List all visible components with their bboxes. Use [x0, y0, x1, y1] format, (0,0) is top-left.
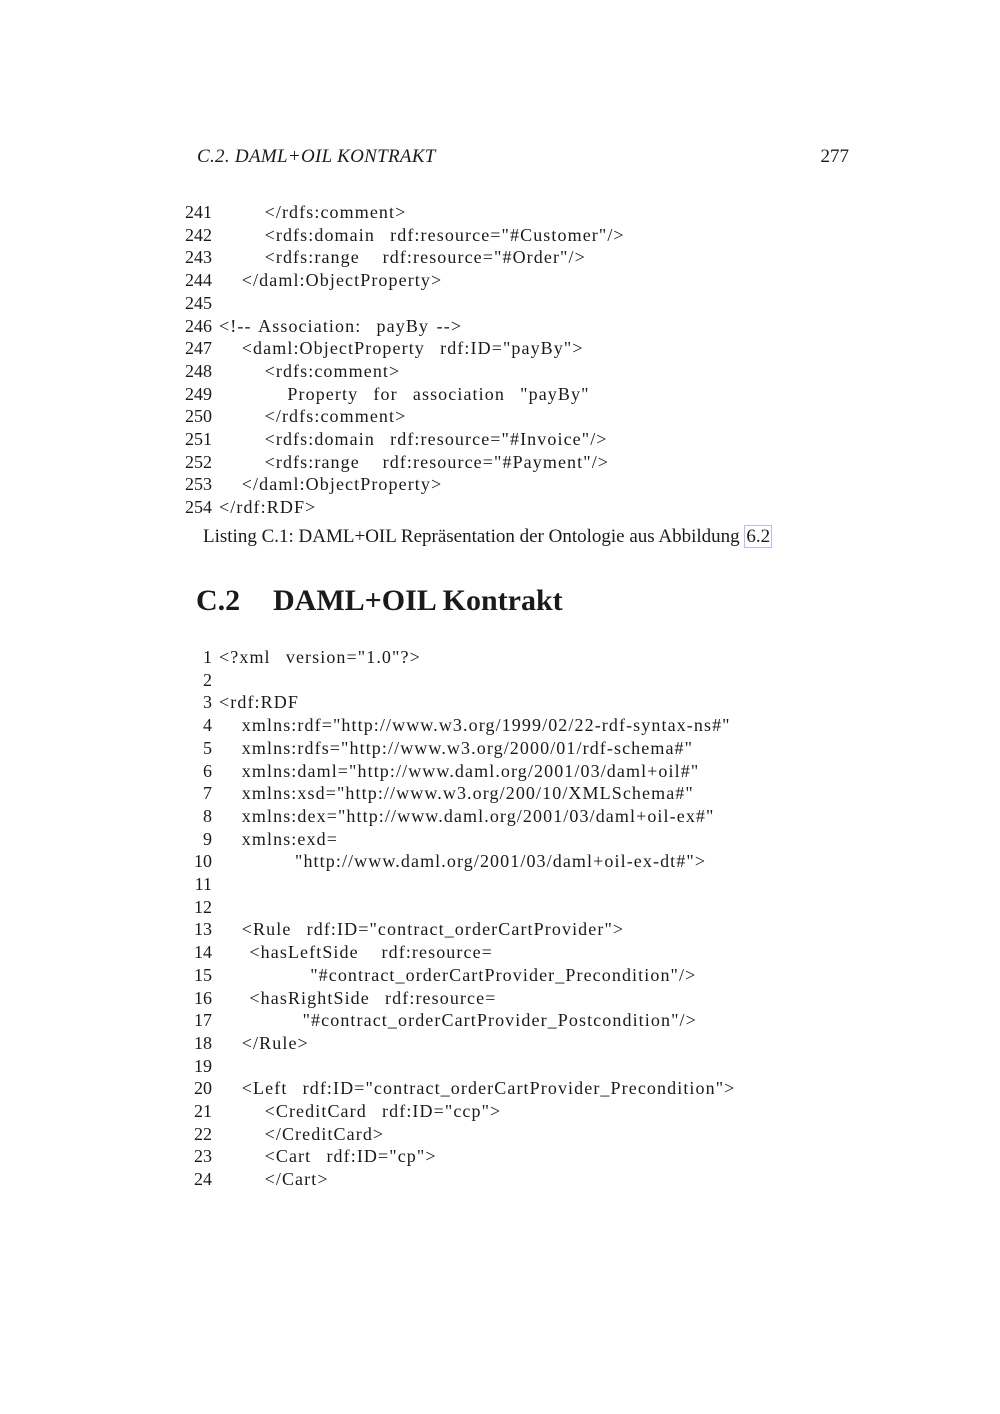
- code-text: </daml:ObjectProperty>: [219, 474, 443, 495]
- code-text: <rdfs:domain rdf:resource="#Invoice"/>: [219, 429, 608, 449]
- line-number: 17: [194, 1010, 212, 1031]
- code-text: xmlns:exd=: [219, 828, 338, 849]
- code-line: [0, 497, 1000, 520]
- section-number: C.2: [196, 584, 241, 617]
- code-line: [0, 783, 1000, 806]
- code-text: <hasLeftSide rdf:resource=: [219, 942, 493, 963]
- code-text: "http://www.daml.org/2001/03/daml+oil-ex-dt#">: [219, 851, 707, 872]
- running-header: [197, 146, 849, 172]
- code-text: <!-- Association: payBy -->: [219, 315, 463, 336]
- code-text: "#contract_orderCartProvider_Precondition"/>: [219, 964, 697, 985]
- code-line: [0, 361, 1000, 384]
- section-heading: [196, 584, 563, 618]
- code-line: [0, 738, 1000, 761]
- line-number: 252: [185, 451, 212, 472]
- line-number: 11: [194, 874, 212, 894]
- line-number: 13: [194, 919, 212, 940]
- code-line: [0, 384, 1000, 407]
- line-number: 251: [185, 429, 212, 449]
- code-line: [0, 225, 1000, 248]
- code-text: <rdfs:comment>: [219, 360, 401, 381]
- line-number: 7: [203, 783, 212, 804]
- section-title: DAML+OIL Kontrakt: [273, 584, 563, 617]
- code-line: [0, 316, 1000, 339]
- line-number: 20: [194, 1078, 212, 1099]
- code-line: [0, 919, 1000, 942]
- code-text: xmlns:dex="http://www.daml.org/2001/03/daml+oil-ex#": [219, 805, 715, 826]
- line-number: 10: [194, 851, 212, 872]
- line-number: 6: [203, 760, 212, 781]
- code-line: [0, 1078, 1000, 1101]
- code-line: [0, 761, 1000, 784]
- code-text: <Rule rdf:ID="contract_orderCartProvider">: [219, 919, 625, 940]
- line-number: 253: [185, 474, 212, 495]
- line-number: 4: [203, 715, 212, 736]
- code-line: [0, 1010, 1000, 1033]
- code-text: </Cart>: [219, 1169, 329, 1190]
- line-number: 12: [194, 896, 212, 917]
- caption-text: Listing C.1: DAML+OIL Repräsentation der Ontologie aus Abbildung: [203, 526, 745, 547]
- code-line: [0, 965, 1000, 988]
- code-text: </rdfs:comment>: [219, 406, 407, 427]
- code-text: <CreditCard rdf:ID="ccp">: [219, 1101, 502, 1121]
- code-line: [0, 270, 1000, 293]
- code-text: xmlns:daml="http://www.daml.org/2001/03/daml+oil#": [219, 760, 700, 781]
- line-number: 241: [185, 202, 212, 222]
- code-line: [0, 247, 1000, 270]
- code-line: [0, 897, 1000, 920]
- code-line: [0, 1056, 1000, 1079]
- line-number: 14: [194, 942, 212, 963]
- code-text: <hasRightSide rdf:resource=: [219, 987, 497, 1008]
- code-text: <?xml version="1.0"?>: [219, 647, 421, 667]
- line-number: 249: [185, 383, 212, 404]
- line-number: 18: [194, 1032, 212, 1053]
- code-line: [0, 874, 1000, 897]
- code-text: Property for association "payBy": [219, 383, 590, 404]
- line-number: 22: [194, 1123, 212, 1144]
- line-number: 8: [203, 805, 212, 826]
- page-number: 277: [820, 146, 849, 167]
- code-text: <rdfs:range rdf:resource="#Order"/>: [219, 247, 586, 268]
- code-line: [0, 715, 1000, 738]
- code-line: [0, 942, 1000, 965]
- code-text: "#contract_orderCartProvider_Postcondition"/>: [219, 1010, 697, 1031]
- code-text: </daml:ObjectProperty>: [219, 270, 443, 291]
- line-number: 250: [185, 406, 212, 427]
- code-line: [0, 1124, 1000, 1147]
- line-number: 19: [194, 1055, 212, 1076]
- code-text: <Cart rdf:ID="cp">: [219, 1146, 437, 1167]
- code-line: [0, 293, 1000, 316]
- code-text: xmlns:xsd="http://www.w3.org/200/10/XMLSchema#": [219, 783, 694, 804]
- figure-reference-link[interactable]: 6.2: [746, 526, 771, 547]
- code-text: <rdf:RDF: [219, 692, 299, 713]
- code-line: [0, 692, 1000, 715]
- line-number: 16: [194, 987, 212, 1008]
- code-line: [0, 851, 1000, 874]
- code-text: xmlns:rdf="http://www.w3.org/1999/02/22-rdf-syntax-ns#": [219, 715, 731, 736]
- line-number: 244: [185, 270, 212, 291]
- code-line: [0, 1101, 1000, 1124]
- code-text: </Rule>: [219, 1032, 309, 1053]
- code-text: xmlns:rdfs="http://www.w3.org/2000/01/rdf-schema#": [219, 737, 694, 758]
- code-line: [0, 429, 1000, 452]
- code-line: [0, 829, 1000, 852]
- line-number: 24: [194, 1169, 212, 1190]
- line-number: 15: [194, 964, 212, 985]
- code-line: [0, 406, 1000, 429]
- line-number: 21: [194, 1101, 212, 1121]
- line-number: 9: [203, 828, 212, 849]
- code-text: </CreditCard>: [219, 1123, 385, 1144]
- code-line: [0, 1033, 1000, 1056]
- line-number: 1: [203, 647, 212, 667]
- line-number: 5: [203, 737, 212, 758]
- running-header-title: C.2. DAML+OIL KONTRAKT: [197, 146, 436, 167]
- code-text: <daml:ObjectProperty rdf:ID="payBy">: [219, 338, 584, 359]
- code-line: [0, 670, 1000, 693]
- line-number: 2: [203, 669, 212, 690]
- listing-caption: [203, 526, 772, 548]
- line-number: 3: [203, 692, 212, 713]
- line-number: 243: [185, 247, 212, 268]
- line-number: 254: [185, 497, 212, 518]
- code-line: [0, 1169, 1000, 1192]
- line-number: 248: [185, 360, 212, 381]
- code-line: [0, 474, 1000, 497]
- code-text: <rdfs:domain rdf:resource="#Customer"/>: [219, 224, 625, 245]
- code-text: <Left rdf:ID="contract_orderCartProvider_Precondition">: [219, 1078, 736, 1099]
- code-text: </rdfs:comment>: [219, 202, 407, 222]
- line-number: 246: [185, 315, 212, 336]
- code-line: [0, 202, 1000, 225]
- code-line: [0, 452, 1000, 475]
- code-text: </rdf:RDF>: [219, 497, 317, 518]
- line-number: 242: [185, 224, 212, 245]
- line-number: 247: [185, 338, 212, 359]
- code-line: [0, 806, 1000, 829]
- code-line: [0, 988, 1000, 1011]
- code-line: [0, 338, 1000, 361]
- code-text: <rdfs:range rdf:resource="#Payment"/>: [219, 451, 610, 472]
- line-number: 23: [194, 1146, 212, 1167]
- code-line: [0, 647, 1000, 670]
- code-line: [0, 1146, 1000, 1169]
- line-number: 245: [185, 292, 212, 313]
